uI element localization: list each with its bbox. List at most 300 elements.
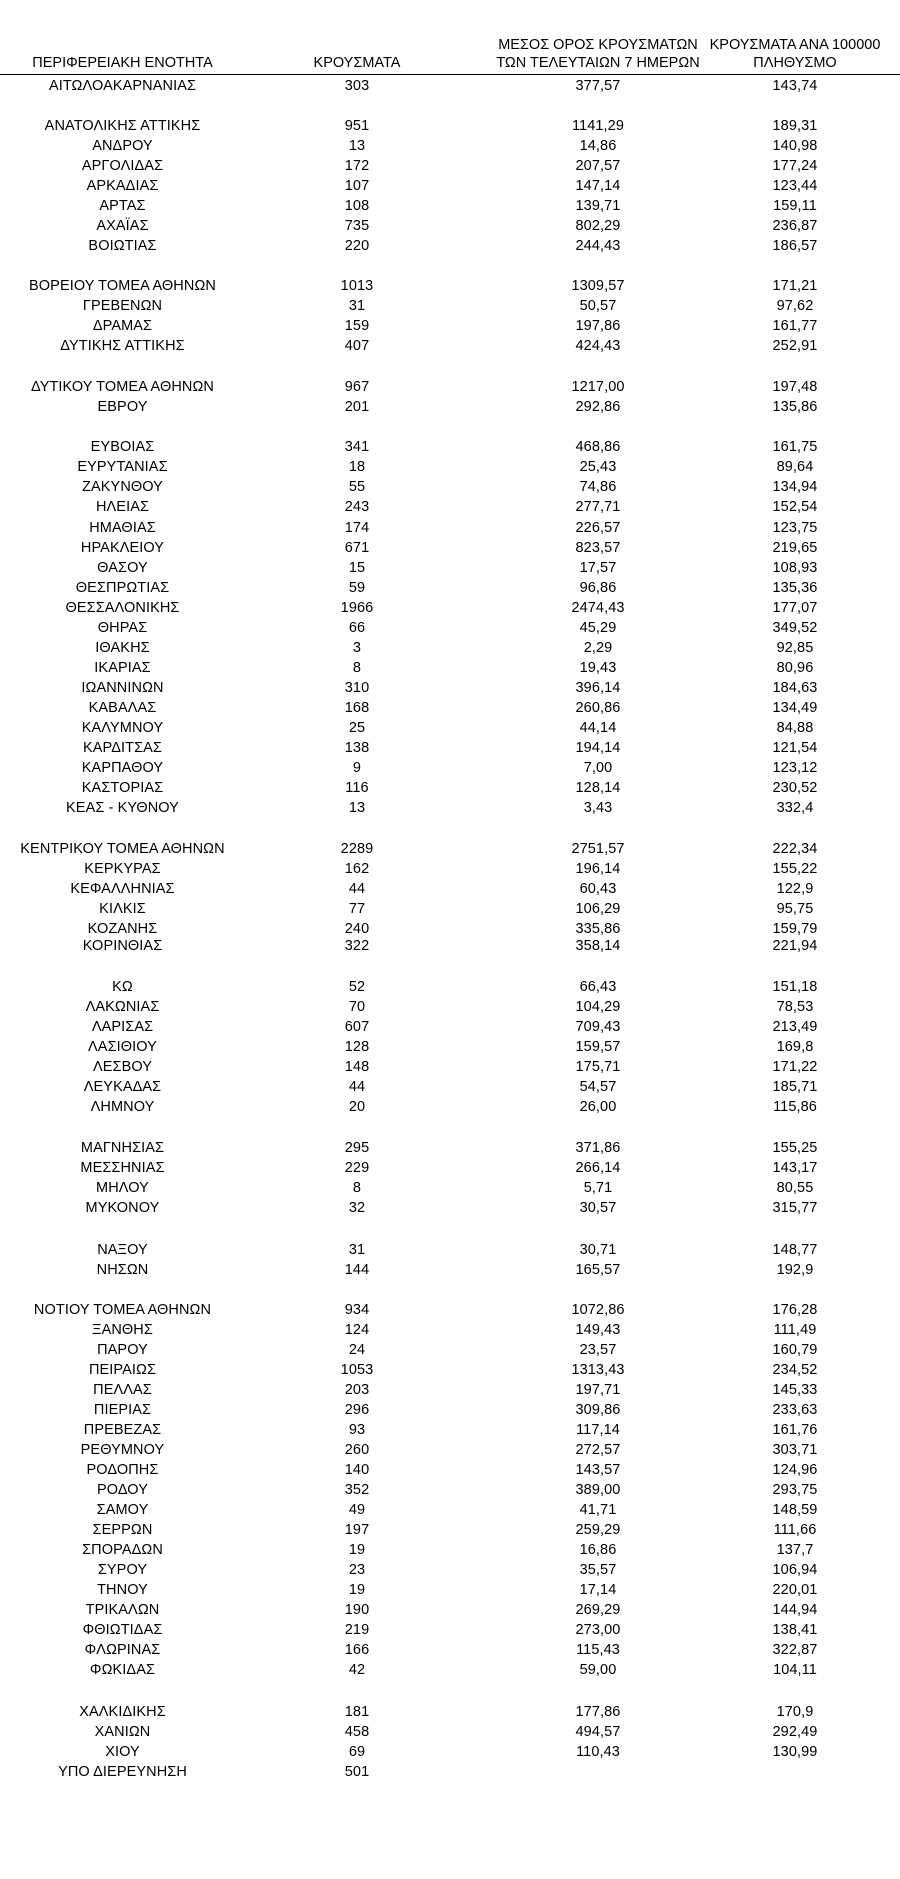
cases-cell: 1966 (340, 600, 374, 616)
header-per-line1: ΚΡΟΥΣΜΑΤΑ ΑΝΑ 100000 (709, 37, 881, 53)
seven-day-average-cell: 335,86 (575, 921, 621, 937)
region-name-cell: ΓΡΕΒΕΝΩΝ (82, 298, 163, 314)
region-name-cell: ΙΘΑΚΗΣ (95, 640, 150, 656)
header-avg-line2: ΤΩΝ ΤΕΛΕΥΤΑΙΩΝ 7 ΗΜΕΡΩΝ (496, 55, 700, 71)
cases-cell: 42 (348, 1662, 366, 1678)
table-row (0, 859, 900, 879)
seven-day-average-cell: 269,29 (575, 1602, 621, 1618)
table-row (0, 879, 900, 899)
cases-cell: 93 (348, 1422, 366, 1438)
region-name-cell: ΛΗΜΝΟΥ (90, 1099, 155, 1115)
seven-day-average-cell: 244,43 (575, 238, 621, 254)
table-row (0, 236, 900, 256)
table-row (0, 658, 900, 678)
region-name-cell: ΚΑΡΔΙΤΣΑΣ (82, 740, 162, 756)
cases-cell: 20 (348, 1099, 366, 1115)
seven-day-average-cell: 106,29 (575, 901, 621, 917)
table-row (0, 1660, 900, 1680)
table-row (0, 296, 900, 316)
cases-cell: 310 (344, 680, 370, 696)
cases-cell: 172 (344, 158, 370, 174)
table-row (0, 316, 900, 336)
seven-day-average-cell: 468,86 (575, 439, 621, 455)
table-row (0, 1640, 900, 1660)
table-row (0, 578, 900, 598)
seven-day-average-cell: 277,71 (575, 499, 621, 515)
region-name-cell: ΙΚΑΡΙΑΣ (94, 660, 151, 676)
cases-per-100k-cell: 184,63 (772, 680, 818, 696)
table-row (0, 276, 900, 296)
seven-day-average-cell: 117,14 (576, 1422, 620, 1438)
seven-day-average-cell: 175,71 (575, 1059, 621, 1075)
seven-day-average-cell: 371,86 (575, 1140, 621, 1156)
seven-day-average-cell: 17,14 (579, 1582, 617, 1598)
cases-per-100k-cell: 220,01 (772, 1582, 818, 1598)
cases-per-100k-cell: 160,79 (772, 1342, 818, 1358)
region-name-cell: ΒΟΡΕΙΟΥ ΤΟΜΕΑ ΑΘΗΝΩΝ (29, 278, 216, 294)
cases-per-100k-cell: 222,34 (772, 841, 818, 857)
table-row (0, 638, 900, 658)
cases-per-100k-cell: 197,48 (772, 379, 818, 395)
cases-cell: 148 (344, 1059, 370, 1075)
cases-cell: 296 (344, 1402, 370, 1418)
table-row (0, 1742, 900, 1762)
table-row (0, 1300, 900, 1320)
cases-cell: 3 (352, 640, 362, 656)
region-name-cell: ΚΕΦΑΛΛΗΝΙΑΣ (70, 881, 175, 897)
cases-per-100k-cell: 186,57 (772, 238, 818, 254)
seven-day-average-cell: 197,71 (575, 1382, 621, 1398)
cases-per-100k-cell: 303,71 (772, 1442, 818, 1458)
cases-cell: 303 (344, 78, 370, 94)
table-row (0, 1340, 900, 1360)
region-name-cell: ΣΑΜΟΥ (96, 1502, 149, 1518)
cases-per-100k-cell: 78,53 (776, 999, 814, 1015)
cases-cell: 69 (348, 1744, 366, 1760)
region-name-cell: ΖΑΚΥΝΘΟΥ (82, 479, 163, 495)
cases-per-100k-cell: 219,65 (772, 540, 818, 556)
cases-cell: 15 (348, 560, 366, 576)
cases-cell: 220 (344, 238, 370, 254)
region-name-cell: ΗΛΕΙΑΣ (95, 499, 150, 515)
table-row (0, 698, 900, 718)
cases-cell: 174 (344, 520, 370, 536)
cases-cell: 322 (344, 938, 370, 954)
region-name-cell: ΚΑΒΑΛΑΣ (88, 700, 157, 716)
cases-per-100k-cell: 111,66 (773, 1522, 817, 1538)
seven-day-average-cell: 19,43 (579, 660, 617, 676)
table-row (0, 738, 900, 758)
cases-cell: 229 (344, 1160, 370, 1176)
seven-day-average-cell: 709,43 (575, 1019, 621, 1035)
region-name-cell: ΤΗΝΟΥ (97, 1582, 148, 1598)
cases-per-100k-cell: 108,93 (772, 560, 818, 576)
region-name-cell: ΘΕΣΣΑΛΟΝΙΚΗΣ (65, 600, 180, 616)
cases-cell: 66 (348, 620, 366, 636)
seven-day-average-cell: 74,86 (579, 479, 617, 495)
table-row (0, 558, 900, 578)
seven-day-average-cell: 41,71 (579, 1502, 617, 1518)
cases-per-100k-cell: 185,71 (772, 1079, 818, 1095)
table-row (0, 1077, 900, 1097)
cases-cell: 1013 (340, 278, 374, 294)
region-name-cell: ΚΕΑΣ - ΚΥΘΝΟΥ (66, 800, 179, 816)
seven-day-average-cell: 2751,57 (571, 841, 625, 857)
table-row (0, 678, 900, 698)
cases-per-100k-cell: 151,18 (772, 979, 818, 995)
table-row (0, 336, 900, 356)
cases-cell: 501 (344, 1764, 370, 1780)
cases-cell: 735 (344, 218, 370, 234)
seven-day-average-cell: 59,00 (579, 1662, 617, 1678)
seven-day-average-cell: 823,57 (575, 540, 621, 556)
region-name-cell: ΙΩΑΝΝΙΝΩΝ (81, 680, 164, 696)
seven-day-average-cell: 1217,00 (571, 379, 625, 395)
cases-per-100k-cell: 161,76 (772, 1422, 818, 1438)
table-row (0, 1420, 900, 1440)
region-name-cell: ΑΙΤΩΛΟΑΚΑΡΝΑΝΙΑΣ (48, 78, 197, 94)
seven-day-average-cell: 115,43 (576, 1642, 620, 1658)
cases-cell: 9 (352, 760, 362, 776)
seven-day-average-cell: 802,29 (575, 218, 621, 234)
cases-cell: 13 (348, 138, 366, 154)
cases-cell: 243 (344, 499, 370, 515)
cases-per-100k-cell: 143,74 (772, 78, 818, 94)
cases-per-100k-cell: 137,7 (776, 1542, 814, 1558)
cases-cell: 201 (344, 399, 370, 415)
table-row (0, 1400, 900, 1420)
cases-per-100k-cell: 230,52 (772, 780, 818, 796)
seven-day-average-cell: 35,57 (579, 1562, 617, 1578)
cases-per-100k-cell: 315,77 (772, 1200, 818, 1216)
table-row (0, 397, 900, 417)
cases-per-100k-cell: 115,86 (773, 1099, 817, 1115)
header-per-line2: ΠΛΗΘΥΣΜΟ (753, 55, 837, 71)
table-row (0, 1380, 900, 1400)
cases-per-100k-cell: 135,36 (772, 580, 818, 596)
cases-per-100k-cell: 123,12 (772, 760, 818, 776)
table-row (0, 936, 900, 956)
table-row (0, 758, 900, 778)
seven-day-average-cell: 2,29 (583, 640, 613, 656)
seven-day-average-cell: 128,14 (575, 780, 621, 796)
cases-cell: 607 (344, 1019, 370, 1035)
cases-cell: 24 (348, 1342, 366, 1358)
seven-day-average-cell: 66,43 (579, 979, 617, 995)
cases-cell: 55 (348, 479, 366, 495)
cases-per-100k-cell: 122,9 (776, 881, 814, 897)
cases-per-100k-cell: 213,49 (772, 1019, 818, 1035)
seven-day-average-cell: 16,86 (579, 1542, 617, 1558)
region-name-cell: ΚΕΡΚΥΡΑΣ (84, 861, 161, 877)
region-name-cell: ΑΡΤΑΣ (99, 198, 146, 214)
seven-day-average-cell: 2474,43 (571, 600, 625, 616)
cases-cell: 116 (345, 780, 369, 796)
cases-per-100k-cell: 84,88 (776, 720, 814, 736)
cases-per-100k-cell: 148,59 (772, 1502, 818, 1518)
seven-day-average-cell: 147,14 (575, 178, 621, 194)
seven-day-average-cell: 14,86 (579, 138, 617, 154)
table-row (0, 1198, 900, 1218)
table-row (0, 1360, 900, 1380)
seven-day-average-cell: 196,14 (575, 861, 621, 877)
region-name-cell: ΜΗΛΟΥ (96, 1180, 149, 1196)
cases-per-100k-cell: 145,33 (772, 1382, 818, 1398)
cases-per-100k-cell: 148,77 (772, 1242, 818, 1258)
cases-per-100k-cell: 121,54 (772, 740, 818, 756)
table-row (0, 1722, 900, 1742)
cases-per-100k-cell: 171,22 (772, 1059, 818, 1075)
region-name-cell: ΜΑΓΝΗΣΙΑΣ (80, 1140, 165, 1156)
table-row (0, 1580, 900, 1600)
region-name-cell: ΕΥΡΥΤΑΝΙΑΣ (77, 459, 168, 475)
region-name-cell: ΠΑΡΟΥ (97, 1342, 148, 1358)
cases-cell: 124 (344, 1322, 370, 1338)
cases-cell: 31 (348, 298, 366, 314)
cases-per-100k-cell: 234,52 (772, 1362, 818, 1378)
seven-day-average-cell: 396,14 (575, 680, 621, 696)
seven-day-average-cell: 143,57 (575, 1462, 621, 1478)
table-row (0, 1480, 900, 1500)
seven-day-average-cell: 377,57 (575, 78, 621, 94)
region-name-cell: ΗΡΑΚΛΕΙΟΥ (80, 540, 165, 556)
region-name-cell: ΜΥΚΟΝΟΥ (85, 1200, 160, 1216)
cases-per-100k-cell: 252,91 (772, 338, 818, 354)
seven-day-average-cell: 5,71 (583, 1180, 613, 1196)
cases-per-100k-cell: 233,63 (772, 1402, 818, 1418)
cases-cell: 190 (344, 1602, 370, 1618)
header-region: ΠΕΡΙΦΕΡΕΙΑΚΗ ΕΝΟΤΗΤΑ (32, 55, 213, 71)
table-row (0, 196, 900, 216)
cases-cell: 951 (344, 118, 370, 134)
region-name-cell: ΚΩ (112, 979, 133, 995)
cases-per-100k-cell: 177,24 (772, 158, 818, 174)
table-row (0, 1762, 900, 1782)
table-row (0, 1702, 900, 1722)
table-row (0, 518, 900, 538)
table-row (0, 116, 900, 136)
cases-cell: 1053 (340, 1362, 374, 1378)
region-name-cell: ΠΙΕΡΙΑΣ (93, 1402, 152, 1418)
region-name-cell: ΠΕΛΛΑΣ (93, 1382, 152, 1398)
table-row (0, 76, 900, 96)
region-name-cell: ΜΕΣΣΗΝΙΑΣ (80, 1160, 165, 1176)
seven-day-average-cell (520, 1762, 676, 1782)
table-row (0, 1440, 900, 1460)
region-name-cell: ΚΙΛΚΙΣ (99, 901, 146, 917)
seven-day-average-cell: 104,29 (575, 999, 621, 1015)
cases-per-100k-cell: 92,85 (776, 640, 814, 656)
region-name-cell: ΗΜΑΘΙΑΣ (89, 520, 156, 536)
region-name-cell: ΦΛΩΡΙΝΑΣ (84, 1642, 161, 1658)
cases-cell: 13 (348, 800, 366, 816)
region-name-cell: ΑΝΔΡΟΥ (92, 138, 153, 154)
cases-cell: 458 (344, 1724, 370, 1740)
table-row (0, 718, 900, 738)
seven-day-average-cell: 207,57 (575, 158, 621, 174)
region-name-cell: ΛΑΚΩΝΙΑΣ (85, 999, 160, 1015)
cases-cell: 8 (352, 660, 362, 676)
table-row (0, 1057, 900, 1077)
region-name-cell: ΒΟΙΩΤΙΑΣ (88, 238, 157, 254)
seven-day-average-cell: 30,71 (579, 1242, 617, 1258)
table-row (0, 778, 900, 798)
seven-day-average-cell: 60,43 (579, 881, 617, 897)
region-name-cell: ΣΠΟΡΑΔΩΝ (82, 1542, 163, 1558)
cases-cell: 108 (344, 198, 370, 214)
region-name-cell: ΕΒΡΟΥ (97, 399, 148, 415)
seven-day-average-cell: 1309,57 (571, 278, 625, 294)
cases-cell: 70 (348, 999, 366, 1015)
region-name-cell: ΘΗΡΑΣ (97, 620, 148, 636)
seven-day-average-cell: 177,86 (575, 1704, 621, 1720)
region-name-cell: ΡΟΔΟΥ (96, 1482, 148, 1498)
cases-per-100k-cell: 293,75 (772, 1482, 818, 1498)
cases-cell: 32 (348, 1200, 366, 1216)
table-row (0, 1178, 900, 1198)
cases-per-100k-cell: 138,41 (772, 1622, 818, 1638)
cases-per-100k-cell: 155,25 (772, 1140, 818, 1156)
table-row (0, 1037, 900, 1057)
cases-per-100k-cell: 143,17 (772, 1160, 818, 1176)
cases-per-100k-cell: 124,96 (772, 1462, 818, 1478)
seven-day-average-cell: 194,14 (575, 740, 621, 756)
cases-cell: 2289 (340, 841, 374, 857)
cases-cell: 159 (344, 318, 370, 334)
cases-per-100k-cell: 97,62 (776, 298, 814, 314)
cases-cell: 181 (344, 1704, 370, 1720)
table-row (0, 1158, 900, 1178)
seven-day-average-cell: 272,57 (575, 1442, 621, 1458)
region-name-cell: ΝΗΣΩΝ (96, 1262, 149, 1278)
cases-per-100k-cell: 80,96 (776, 660, 814, 676)
table-row (0, 1600, 900, 1620)
seven-day-average-cell: 259,29 (575, 1522, 621, 1538)
table-row (0, 839, 900, 859)
cases-per-100k-cell: 161,77 (772, 318, 818, 334)
cases-cell: 934 (344, 1302, 370, 1318)
seven-day-average-cell: 1313,43 (571, 1362, 625, 1378)
cases-per-100k-cell: 177,07 (772, 600, 818, 616)
cases-per-100k-cell (736, 1762, 854, 1782)
table-row (0, 1240, 900, 1260)
table-row (0, 598, 900, 618)
region-name-cell: ΛΕΣΒΟΥ (92, 1059, 153, 1075)
cases-per-100k-cell: 95,75 (776, 901, 814, 917)
region-name-cell: ΡΕΘΥΜΝΟΥ (80, 1442, 165, 1458)
seven-day-average-cell: 292,86 (575, 399, 621, 415)
cases-per-100k-cell: 123,44 (772, 178, 818, 194)
cases-per-100k-cell: 192,9 (776, 1262, 814, 1278)
region-name-cell: ΛΑΣΙΘΙΟΥ (88, 1039, 157, 1055)
seven-day-average-cell: 165,57 (575, 1262, 621, 1278)
region-name-cell: ΑΡΓΟΛΙΔΑΣ (81, 158, 164, 174)
cases-per-100k-cell: 332,4 (776, 800, 814, 816)
region-name-cell: ΦΩΚΙΔΑΣ (89, 1662, 156, 1678)
table-row (0, 899, 900, 919)
cases-per-100k-cell: 106,94 (772, 1562, 818, 1578)
table-row (0, 798, 900, 818)
seven-day-average-cell: 25,43 (579, 459, 617, 475)
table-row (0, 156, 900, 176)
table-row (0, 1460, 900, 1480)
seven-day-average-cell: 45,29 (579, 620, 617, 636)
cases-cell: 162 (344, 861, 370, 877)
seven-day-average-cell: 54,57 (579, 1079, 617, 1095)
region-name-cell: ΑΝΑΤΟΛΙΚΗΣ ΑΤΤΙΚΗΣ (44, 118, 201, 134)
cases-cell: 138 (344, 740, 370, 756)
cases-per-100k-cell: 236,87 (772, 218, 818, 234)
cases-per-100k-cell: 130,99 (772, 1744, 818, 1760)
table-row (0, 1560, 900, 1580)
region-name-cell: ΧΙΟΥ (105, 1744, 140, 1760)
cases-cell: 203 (344, 1382, 370, 1398)
region-name-cell: ΔΥΤΙΚΗΣ ΑΤΤΙΚΗΣ (60, 338, 185, 354)
seven-day-average-cell: 50,57 (579, 298, 617, 314)
cases-cell: 19 (348, 1582, 366, 1598)
cases-cell: 107 (344, 178, 370, 194)
cases-cell: 31 (348, 1242, 366, 1258)
seven-day-average-cell: 23,57 (579, 1342, 617, 1358)
header-rule (0, 74, 900, 75)
seven-day-average-cell: 260,86 (575, 700, 621, 716)
region-name-cell: ΧΑΝΙΩΝ (94, 1724, 151, 1740)
region-name-cell: ΚΟΖΑΝΗΣ (87, 921, 158, 937)
cases-per-100k-cell: 169,8 (776, 1039, 814, 1055)
seven-day-average-cell: 44,14 (579, 720, 617, 736)
seven-day-average-cell: 197,86 (575, 318, 621, 334)
table-row (0, 997, 900, 1017)
region-name-cell: ΥΠΟ ΔΙΕΡΕΥΝΗΣΗ (58, 1764, 187, 1780)
region-name-cell: ΛΕΥΚΑΔΑΣ (83, 1079, 162, 1095)
cases-per-100k-cell: 104,11 (773, 1662, 817, 1678)
region-name-cell: ΚΟΡΙΝΘΙΑΣ (82, 938, 163, 954)
cases-cell: 219 (344, 1622, 370, 1638)
cases-per-100k-cell: 176,28 (772, 1302, 818, 1318)
cases-cell: 168 (344, 700, 370, 716)
cases-cell: 8 (352, 1180, 362, 1196)
seven-day-average-cell: 96,86 (579, 580, 617, 596)
cases-per-100k-cell: 159,79 (772, 921, 818, 937)
seven-day-average-cell: 226,57 (575, 520, 621, 536)
region-name-cell: ΚΑΛΥΜΝΟΥ (81, 720, 164, 736)
table-row (0, 618, 900, 638)
region-name-cell: ΠΕΙΡΑΙΩΣ (88, 1362, 157, 1378)
cases-cell: 240 (344, 921, 370, 937)
seven-day-average-cell: 26,00 (579, 1099, 617, 1115)
region-name-cell: ΣΕΡΡΩΝ (92, 1522, 153, 1538)
region-name-cell: ΝΑΞΟΥ (97, 1242, 148, 1258)
cases-per-100k-cell: 111,49 (773, 1322, 817, 1338)
table-row (0, 1138, 900, 1158)
cases-cell: 671 (344, 540, 370, 556)
cases-cell: 59 (348, 580, 366, 596)
seven-day-average-cell: 266,14 (575, 1160, 621, 1176)
cases-per-100k-cell: 322,87 (772, 1642, 818, 1658)
region-name-cell: ΤΡΙΚΑΛΩΝ (85, 1602, 160, 1618)
cases-per-100k-cell: 161,75 (772, 439, 818, 455)
seven-day-average-cell: 424,43 (575, 338, 621, 354)
region-name-cell: ΚΕΝΤΡΙΚΟΥ ΤΟΜΕΑ ΑΘΗΝΩΝ (20, 841, 225, 857)
seven-day-average-cell: 3,43 (583, 800, 613, 816)
cases-cell: 140 (344, 1462, 370, 1478)
cases-per-100k-cell: 134,94 (772, 479, 818, 495)
table-row (0, 477, 900, 497)
cases-per-100k-cell: 144,94 (772, 1602, 818, 1618)
cases-cell: 49 (348, 1502, 366, 1518)
cases-per-100k-cell: 123,75 (772, 520, 818, 536)
seven-day-average-cell: 139,71 (575, 198, 621, 214)
